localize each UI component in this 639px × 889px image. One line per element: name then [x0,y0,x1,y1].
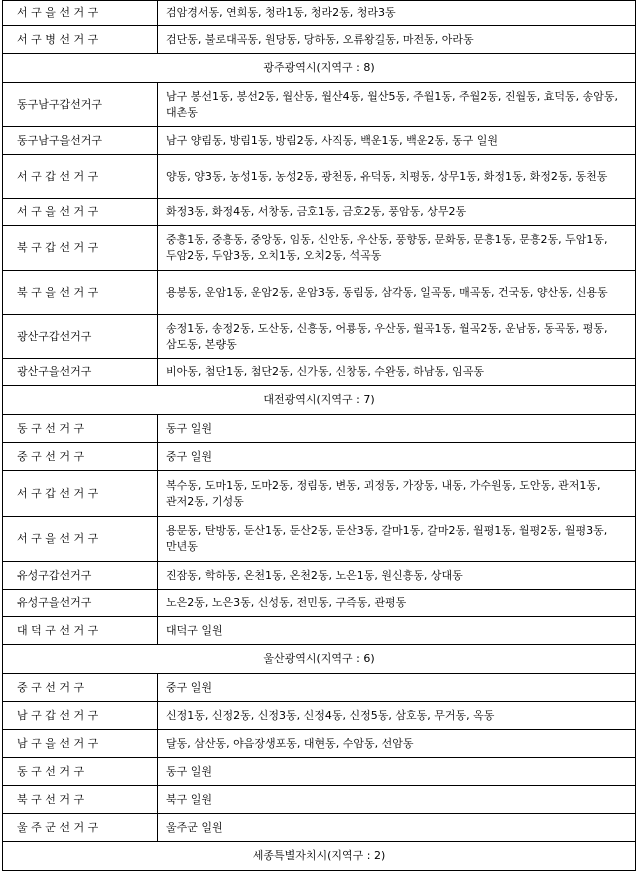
constituency-row [3,517,636,562]
constituency-name: 서 구 을 선 거 구 [3,517,158,562]
constituency-row [3,359,636,386]
constituency-row [3,814,636,842]
constituency-areas: 노은2동, 노은3동, 신성동, 전민동, 구즉동, 관평동 [158,590,636,617]
constituency-row [3,127,636,155]
constituency-row [3,730,636,758]
constituency-name: 서 구 갑 선 거 구 [3,471,158,517]
constituency-areas: 양동, 양3동, 농성1동, 농성2동, 광천동, 유덕동, 치평동, 상무1동, 화정1동, 화정2동, 동천동 [158,155,636,199]
constituency-name: 동 구 선 거 구 [3,415,158,443]
constituency-row [3,26,636,54]
constituency-row [3,226,636,271]
section-title: 광주광역시(지역구 : 8) [3,54,636,83]
constituency-name: 서 구 갑 선 거 구 [3,155,158,199]
constituency-name: 서 구 을 선 거 구 [3,199,158,226]
section-header-row [3,54,636,83]
constituency-row [3,83,636,127]
constituency-areas: 용문동, 탄방동, 둔산1동, 둔산2동, 둔산3동, 갈마1동, 갈마2동, 월평1동, 월평2동, 월평3동, 만년동 [158,517,636,562]
constituency-areas: 중흥1동, 중흥동, 중앙동, 임동, 신안동, 우산동, 풍향동, 문화동, 문흥1동, 문흥2동, 두암1동, 두암2동, 두암3동, 오치1동, 오치2동, 석곡동 [158,226,636,271]
constituency-name: 유성구을선거구 [3,590,158,617]
constituency-name: 유성구갑선거구 [3,562,158,590]
constituency-areas: 비아동, 첨단1동, 첨단2동, 신가동, 신창동, 수완동, 하남동, 임곡동 [158,359,636,386]
constituency-areas: 화정3동, 화정4동, 서창동, 금호1동, 금호2동, 풍암동, 상무2동 [158,199,636,226]
constituency-areas: 신정1동, 신정2동, 신정3동, 신정4동, 신정5동, 삼호동, 무거동, 옥동 [158,702,636,730]
constituency-name: 서 구 을 선 거 구 [3,1,158,26]
constituency-name: 동 구 선 거 구 [3,758,158,786]
constituency-name: 대 덕 구 선 거 구 [3,617,158,645]
constituency-table [2,0,636,871]
constituency-areas: 동구 일원 [158,758,636,786]
constituency-areas: 북구 일원 [158,786,636,814]
constituency-areas: 검단동, 불로대곡동, 원당동, 당하동, 오류왕길동, 마전동, 아라동 [158,26,636,54]
constituency-row [3,415,636,443]
constituency-areas: 남구 양림동, 방림1동, 방림2동, 사직동, 백운1동, 백운2동, 동구 일원 [158,127,636,155]
constituency-name: 북 구 갑 선 거 구 [3,226,158,271]
constituency-name: 서 구 병 선 거 구 [3,26,158,54]
constituency-row [3,443,636,471]
constituency-areas: 중구 일원 [158,443,636,471]
section-header-row [3,386,636,415]
constituency-areas: 검암경서동, 연희동, 청라1동, 청라2동, 청라3동 [158,1,636,26]
constituency-name: 동구남구을선거구 [3,127,158,155]
section-title: 세종특별자치시(지역구 : 2) [3,842,636,871]
constituency-name: 울 주 군 선 거 구 [3,814,158,842]
constituency-name: 광산구갑선거구 [3,315,158,359]
section-title: 울산광역시(지역구 : 6) [3,645,636,674]
constituency-areas: 남구 봉선1동, 봉선2동, 월산동, 월산4동, 월산5동, 주월1동, 주월2동, 진월동, 효덕동, 송암동, 대촌동 [158,83,636,127]
constituency-areas: 진잠동, 학하동, 온천1동, 온천2동, 노은1동, 원신흥동, 상대동 [158,562,636,590]
constituency-row [3,562,636,590]
constituency-row [3,471,636,517]
constituency-row [3,590,636,617]
constituency-name: 중 구 선 거 구 [3,443,158,471]
constituency-row [3,702,636,730]
constituency-name: 북 구 을 선 거 구 [3,271,158,315]
constituency-row [3,674,636,702]
constituency-row [3,1,636,26]
constituency-name: 남 구 갑 선 거 구 [3,702,158,730]
constituency-areas: 송정1동, 송정2동, 도산동, 신흥동, 어룡동, 우산동, 월곡1동, 월곡2동, 운남동, 동곡동, 평동, 삼도동, 본량동 [158,315,636,359]
constituency-table-body [3,1,636,871]
constituency-areas: 동구 일원 [158,415,636,443]
constituency-row [3,758,636,786]
constituency-name: 남 구 을 선 거 구 [3,730,158,758]
constituency-row [3,315,636,359]
constituency-areas: 복수동, 도마1동, 도마2동, 정림동, 변동, 괴정동, 가장동, 내동, 가수원동, 도안동, 관저1동, 관저2동, 기성동 [158,471,636,517]
constituency-row [3,617,636,645]
constituency-row [3,271,636,315]
constituency-row [3,199,636,226]
constituency-row [3,155,636,199]
constituency-name: 동구남구갑선거구 [3,83,158,127]
constituency-name: 중 구 선 거 구 [3,674,158,702]
constituency-areas: 달동, 삼산동, 야음장생포동, 대현동, 수암동, 선암동 [158,730,636,758]
constituency-areas: 울주군 일원 [158,814,636,842]
section-header-row [3,645,636,674]
constituency-name: 광산구을선거구 [3,359,158,386]
constituency-areas: 중구 일원 [158,674,636,702]
constituency-areas: 용봉동, 운암1동, 운암2동, 운암3동, 동림동, 삼각동, 일곡동, 매곡동, 건국동, 양산동, 신용동 [158,271,636,315]
constituency-row [3,786,636,814]
constituency-areas: 대덕구 일원 [158,617,636,645]
section-header-row [3,842,636,871]
section-title: 대전광역시(지역구 : 7) [3,386,636,415]
constituency-name: 북 구 선 거 구 [3,786,158,814]
